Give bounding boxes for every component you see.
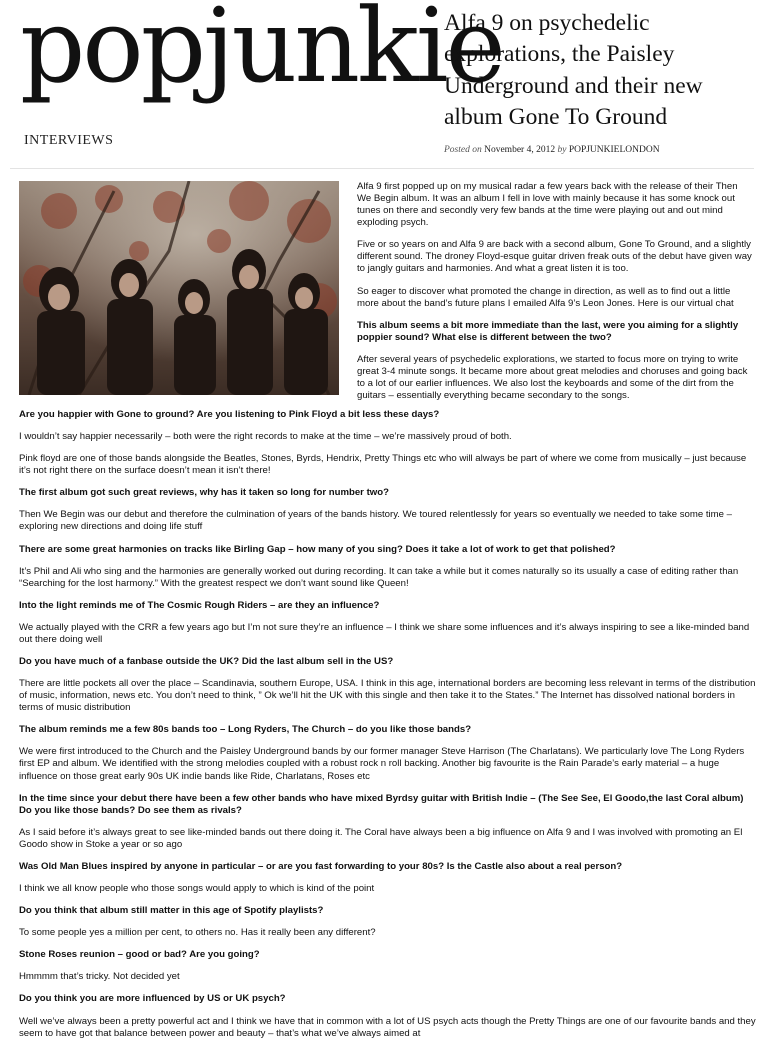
interview-paragraph: Five or so years on and Alfa 9 are back with a second album, Gone To Ground, and a slightly different sound. The droney Floyd-esque guitar driven freak outs of the debut have given way to jangly guitars and harmonies. And what a great listen it is too. [357, 239, 752, 275]
article-intro [357, 181, 754, 412]
interview-question: The album reminds me a few 80s bands too – Long Ryders, The Church – do you like those bands? [19, 724, 472, 736]
band-photo-image [19, 181, 339, 395]
interview-question: Are you happier with Gone to ground? Are you listening to Pink Floyd a bit less these days? [19, 409, 440, 420]
interview-question: Into the light reminds me of The Cosmic Rough Riders – are they an influence? [19, 599, 380, 611]
interview-paragraph: Alfa 9 first popped up on my musical radar a few years back with the release of their Then We Begin album. It was an album I fell in love with mainly because it has some knock out tunes on there and secondly very few bands at the time were playing out and out mind exploding psych. [357, 181, 738, 229]
post-meta [444, 145, 660, 155]
interview-paragraph: After several years of psychedelic explorations, we started to focus more on trying to write great 3-4 minute songs. It became more about great melodies and choruses and going back to a lot of our earlier influences. We also lost the keyboards and some of the dirt from the guitars – essentially everything became secondary to the songs. [357, 353, 748, 402]
interview-paragraph: Pink floyd are one of those bands alongside the Beatles, Stones, Byrds, Hendrix, Pretty Things etc who will always be part of where we come from musically – just because it’s not right there on the surface doesn’t mean it isn’t there! [19, 453, 747, 477]
interview-paragraph: As I said before it’s always great to see like-minded bands out there doing it. The Coral have always been a big influence on Alfa 9 and I was involved with promoting an El Goodo show in Stoke a year or so ago [19, 826, 743, 850]
post-date[interactable]: November 4, 2012 [484, 145, 556, 155]
interview-question: There are some great harmonies on tracks like Birling Gap – how many of you sing? Does it take a lot of work to get that polished? [19, 543, 616, 555]
band-photo [19, 181, 339, 395]
interview-paragraph: To some people yes a million per cent, to others no. Has it really been any different? [19, 927, 376, 939]
interview-paragraph: We were first introduced to the Church and the Paisley Underground bands by our former manager Steve Harrison (The Charlatans). We particularly love The Long Ryders first EP and album. We identified with the strong melodies coupled with a robust rock n roll backing. Another big favourite is the Rain Parade’s early material – a huge influence on those great early 90s UK indie bands like Ride, Charlatans, Roses etc [19, 746, 745, 782]
interview-question: Do you think you are more influenced by US or UK psych? [19, 993, 286, 1005]
interview-question: Was Old Man Blues inspired by anyone in particular – or are you fast forwarding to your 80s? Is the Castle also about a real person? [19, 860, 623, 872]
article-body [19, 409, 756, 1050]
interview-question: The first album got such great reviews, why has it taken so long for number two? [19, 487, 389, 499]
interview-paragraph: So eager to discover what promoted the change in direction, as well as to find out a little more about the band’s future plans I emailed Alfa 9’s Leon Jones. Here is our virtual chat [357, 285, 734, 309]
interview-question: Do you think that album still matter in this age of Spotify playlists? [19, 905, 324, 917]
interview-paragraph: Then We Begin was our debut and therefore the culmination of years of the bands history. We toured relentlessly for years so eventually we needed to take some time – exploring new directions and doing life stuff [19, 509, 732, 533]
posted-on-label: Posted on [444, 145, 482, 155]
interview-question: Do you have much of a fanbase outside the UK? Did the last album sell in the US? [19, 656, 394, 668]
interview-paragraph: We actually played with the CRR a few years ago but I’m not sure they’re an influence – I think we share some influences and it’s always inspiring to see a like-minded band out there doing well [19, 621, 750, 645]
by-label: by [557, 145, 567, 155]
interview-paragraph: Well we’ve always been a pretty powerful act and I think we have that in common with a lot of US psych acts though the Pretty Things are one of our favourite bands and they seem to have got that balance between power and beauty – that’s what we’ve always aimed at [19, 1015, 756, 1039]
interview-paragraph: There are little pockets all over the place – Scandinavia, southern Europe, USA. I think in this age, international borders are becoming less relevant in terms of the distribution of music, information, news etc. You don’t need to think, ” Ok we’ll hit the UK with this single and then take it to the States.” The Internet has dissolved national borders in terms of music distribution [19, 678, 756, 714]
article-title: Alfa 9 on psychedelic explorations, the Paisley Underground and their new album Gone To Ground [444, 10, 703, 131]
interview-question: Stone Roses reunion – good or bad? Are you going? [19, 949, 260, 961]
interview-paragraph: I think we all know people who those songs would apply to which is kind of the point [19, 883, 375, 895]
interview-paragraph: I wouldn’t say happier necessarily – both were the right records to make at the time – we’re massively proud of both. [19, 431, 512, 443]
section-label[interactable]: INTERVIEWS [24, 133, 114, 148]
interview-question: This album seems a bit more immediate than the last, were you aiming for a slightly poppier sound? What else is different between the two? [357, 319, 739, 343]
post-author[interactable]: POPJUNKIELONDON [568, 145, 660, 155]
interview-paragraph: It’s Phil and Ali who sing and the harmonies are generally worked out during recording. It can take a while but it comes naturally so its usually a case of editing rather than “Searching for the lost harmony.” With the greatest respect we don’t want sound like Queen! [19, 565, 739, 589]
header-divider [10, 168, 754, 169]
site-logo[interactable]: popjunkie [20, 0, 503, 106]
interview-paragraph: Hmmmm that’s tricky. Not decided yet [19, 971, 180, 983]
interview-question: In the time since your debut there have been a few other bands who have mixed Byrdsy guitar with British Indie – (The See See, El Goodo,the last Coral album) Do you like those bands? Do see them as rivals? [19, 792, 744, 816]
